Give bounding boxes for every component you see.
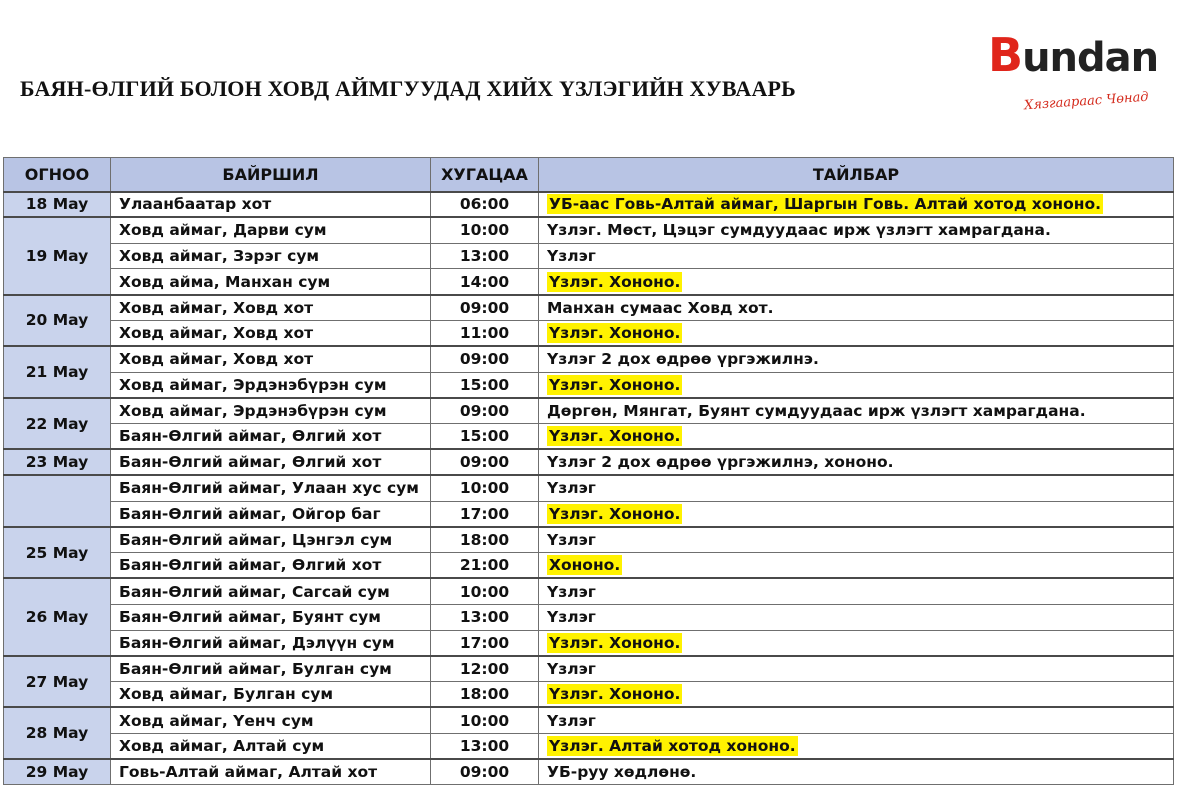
note-cell (539, 630, 1174, 656)
table-row (4, 449, 1174, 475)
date-cell: 18 May (4, 192, 111, 218)
note-text: Үзлэг 2 дох өдрөө үргэжилнэ, хононо. (547, 453, 894, 472)
heart-b-icon: B (988, 28, 1023, 82)
location-cell: Баян-Өлгий аймаг, Ойгор баг (111, 501, 431, 527)
date-cell: 28 May (4, 707, 111, 759)
date-cell: 19 May (4, 217, 111, 294)
location-cell: Ховд аймаг, Ховд хот (111, 295, 431, 321)
table-row (4, 578, 1174, 604)
date-cell: 22 May (4, 398, 111, 450)
logo-word-rest: undan (1022, 35, 1159, 81)
time-cell: 09:00 (431, 346, 539, 372)
note-text: Үзлэг (547, 479, 596, 498)
note-text: Үзлэг. Мөст, Цэцэг сумдуудаас ирж үзлэгт хамрагдана. (547, 221, 1051, 240)
brand-logo (988, 28, 1200, 128)
location-cell: Ховд аймаг, Эрдэнэбүрэн сум (111, 372, 431, 398)
time-cell: 09:00 (431, 759, 539, 785)
table-row (4, 501, 1174, 527)
time-cell: 13:00 (431, 733, 539, 759)
date-cell: 20 May (4, 295, 111, 347)
table-row (4, 527, 1174, 553)
header-date: ОГНОО (4, 158, 111, 192)
table-row (4, 630, 1174, 656)
schedule-table (3, 157, 1174, 785)
time-cell: 18:00 (431, 682, 539, 708)
table-row (4, 269, 1174, 295)
time-cell: 17:00 (431, 630, 539, 656)
location-cell: Баян-Өлгий аймаг, Өлгий хот (111, 424, 431, 450)
note-cell (539, 398, 1174, 424)
time-cell: 09:00 (431, 449, 539, 475)
time-cell: 10:00 (431, 707, 539, 733)
note-text-highlighted: Хононо. (549, 556, 621, 575)
time-cell: 14:00 (431, 269, 539, 295)
note-text-highlighted: Үзлэг. Хононо. (549, 324, 681, 343)
location-cell: Говь-Алтай аймаг, Алтай хот (111, 759, 431, 785)
note-cell (539, 553, 1174, 579)
table-row (4, 475, 1174, 501)
time-cell: 10:00 (431, 578, 539, 604)
note-cell (539, 449, 1174, 475)
table-row (4, 604, 1174, 630)
time-cell: 10:00 (431, 217, 539, 243)
table-row (4, 320, 1174, 346)
note-cell (539, 217, 1174, 243)
note-text: Үзлэг (547, 582, 596, 601)
time-cell: 09:00 (431, 398, 539, 424)
time-cell: 13:00 (431, 243, 539, 269)
table-row (4, 759, 1174, 785)
time-cell: 09:00 (431, 295, 539, 321)
note-cell (539, 192, 1174, 218)
location-cell: Баян-Өлгий аймаг, Булган сум (111, 656, 431, 682)
note-text: Үзлэг (547, 608, 596, 627)
note-text: Үзлэг (547, 659, 596, 678)
location-cell: Баян-Өлгий аймаг, Цэнгэл сум (111, 527, 431, 553)
location-cell: Ховд аймаг, Зэрэг сум (111, 243, 431, 269)
time-cell: 15:00 (431, 424, 539, 450)
location-cell: Ховд аймаг, Ховд хот (111, 320, 431, 346)
note-text: УБ-руу хөдлөнө. (547, 763, 697, 782)
note-text: Үзлэг (547, 531, 596, 549)
table-row (4, 733, 1174, 759)
table-row (4, 553, 1174, 579)
note-cell (539, 707, 1174, 733)
schedule-body (4, 192, 1174, 785)
note-cell (539, 475, 1174, 501)
note-cell (539, 295, 1174, 321)
location-cell: Баян-Өлгий аймаг, Өлгий хот (111, 553, 431, 579)
time-cell: 17:00 (431, 501, 539, 527)
date-cell: 25 May (4, 527, 111, 579)
header-time: ХУГАЦАА (431, 158, 539, 192)
time-cell: 12:00 (431, 656, 539, 682)
location-cell: Ховд аймаг, Эрдэнэбүрэн сум (111, 398, 431, 424)
table-header-row (4, 158, 1174, 192)
note-cell (539, 527, 1174, 553)
time-cell: 13:00 (431, 604, 539, 630)
date-cell: 21 May (4, 346, 111, 398)
note-cell (539, 372, 1174, 398)
note-cell (539, 759, 1174, 785)
note-text-highlighted: Үзлэг. Хононо. (549, 504, 681, 523)
date-cell: 27 May (4, 656, 111, 708)
note-cell (539, 269, 1174, 295)
note-cell (539, 578, 1174, 604)
location-cell: Ховд аймаг, Дарви сум (111, 217, 431, 243)
note-text-highlighted: Үзлэг. Хононо. (549, 633, 681, 652)
logo-tagline: Хязгаараас Чөнад (1023, 89, 1150, 114)
date-cell: 26 May (4, 578, 111, 655)
location-cell: Баян-Өлгий аймаг, Дэлүүн сум (111, 630, 431, 656)
location-cell: Баян-Өлгий аймаг, Улаан хус сум (111, 475, 431, 501)
table-row (4, 398, 1174, 424)
note-text-highlighted: Үзлэг. Хононо. (549, 427, 681, 446)
location-cell: Ховд аймаг, Алтай сум (111, 733, 431, 759)
location-cell: Ховд аймаг, Ховд хот (111, 346, 431, 372)
note-cell (539, 604, 1174, 630)
location-cell: Ховд аймаг, Үенч сум (111, 707, 431, 733)
note-cell (539, 424, 1174, 450)
table-row (4, 217, 1174, 243)
table-row (4, 372, 1174, 398)
table-row (4, 243, 1174, 269)
note-text-highlighted: Үзлэг. Хононо. (549, 272, 681, 291)
location-cell: Улаанбаатар хот (111, 192, 431, 218)
note-cell (539, 501, 1174, 527)
note-cell (539, 243, 1174, 269)
time-cell: 11:00 (431, 320, 539, 346)
header-location: БАЙРШИЛ (111, 158, 431, 192)
time-cell: 10:00 (431, 475, 539, 501)
date-cell: 29 May (4, 759, 111, 785)
header-note: ТАЙЛБАР (539, 158, 1174, 192)
note-text-highlighted: Үзлэг. Алтай хотод хононо. (549, 736, 796, 755)
note-cell (539, 733, 1174, 759)
table-row (4, 295, 1174, 321)
time-cell: 21:00 (431, 553, 539, 579)
table-row (4, 192, 1174, 218)
table-row (4, 656, 1174, 682)
location-cell: Ховд аймаг, Булган сум (111, 682, 431, 708)
note-text: Үзлэг 2 дох өдрөө үргэжилнэ. (547, 350, 819, 369)
time-cell: 15:00 (431, 372, 539, 398)
note-text: Үзлэг (547, 246, 596, 265)
location-cell: Ховд айма, Манхан сум (111, 269, 431, 295)
note-cell (539, 320, 1174, 346)
note-text: Үзлэг (547, 711, 596, 730)
location-cell: Баян-Өлгий аймаг, Буянт сум (111, 604, 431, 630)
note-text-highlighted: УБ-аас Говь-Алтай аймаг, Шаргын Говь. Алтай хотод хононо. (549, 195, 1101, 214)
table-row (4, 346, 1174, 372)
table-row (4, 424, 1174, 450)
date-cell: 23 May (4, 449, 111, 475)
table-row (4, 682, 1174, 708)
note-text-highlighted: Үзлэг. Хононо. (549, 375, 681, 394)
note-text: Дөргөн, Мянгат, Буянт сумдуудаас ирж үзлэгт хамрагдана. (547, 402, 1086, 421)
date-cell (4, 475, 111, 527)
time-cell: 06:00 (431, 192, 539, 218)
note-cell (539, 682, 1174, 708)
time-cell: 18:00 (431, 527, 539, 553)
note-cell (539, 656, 1174, 682)
note-text-highlighted: Үзлэг. Хононо. (549, 685, 681, 704)
location-cell: Баян-Өлгий аймаг, Өлгий хот (111, 449, 431, 475)
logo-wordmark (988, 28, 1158, 82)
location-cell: Баян-Өлгий аймаг, Сагсай сум (111, 578, 431, 604)
page-title: БАЯН-ӨЛГИЙ БОЛОН ХОВД АЙМГУУДАД ХИЙХ ҮЗЛЭГИЙН ХУВААРЬ (20, 76, 796, 101)
note-cell (539, 346, 1174, 372)
table-row (4, 707, 1174, 733)
note-text: Манхан сумаас Ховд хот. (547, 298, 774, 317)
